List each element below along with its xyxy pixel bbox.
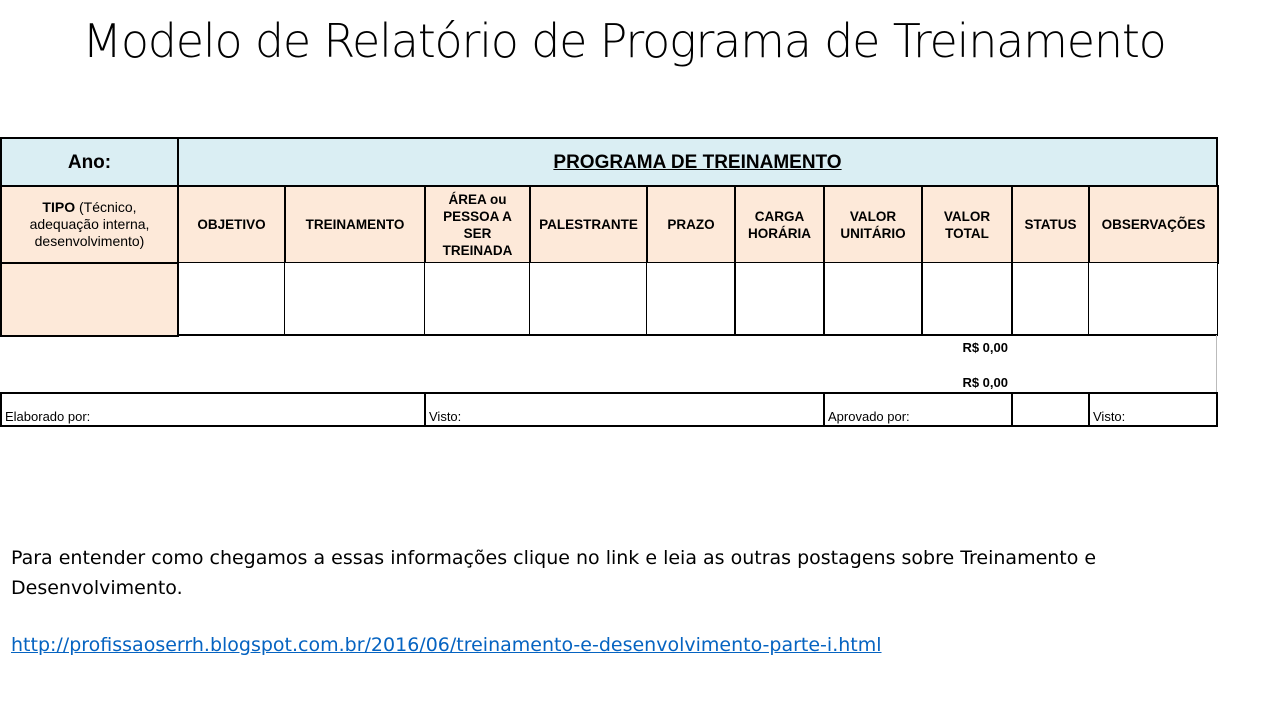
column-header-valor-total: VALOR TOTAL bbox=[921, 185, 1013, 264]
cell-treinamento[interactable] bbox=[284, 262, 425, 336]
cell-status[interactable] bbox=[1011, 262, 1089, 336]
visto-field-1[interactable]: Visto: bbox=[424, 392, 825, 427]
ano-label: Ano: bbox=[0, 137, 179, 187]
cell-carga-horaria[interactable] bbox=[734, 262, 824, 336]
aprovado-por-field[interactable]: Aprovado por: bbox=[823, 392, 1013, 427]
column-header-prazo: PRAZO bbox=[646, 185, 736, 264]
description-text: Para entender como chegamos a essas informações clique no link e leia as outras postagens sobre Treinamento e Desenvolvimento. bbox=[11, 547, 1097, 599]
blank-footer-field[interactable] bbox=[1011, 392, 1090, 427]
cell-valor-unitario[interactable] bbox=[823, 262, 922, 336]
column-header-carga-horaria: CARGA HORÁRIA bbox=[734, 185, 825, 264]
tipo-header bbox=[0, 185, 179, 264]
elaborado-por-field[interactable]: Elaborado por: bbox=[0, 392, 426, 427]
cell-prazo[interactable] bbox=[646, 262, 735, 336]
program-title: PROGRAMA DE TREINAMENTO bbox=[177, 137, 1218, 187]
column-header-objetivo: OBJETIVO bbox=[177, 185, 286, 264]
cell-area-pessoa[interactable] bbox=[424, 262, 530, 336]
valor-total-sum: R$ 0,00 bbox=[962, 375, 1008, 390]
column-header-valor-unitario: VALOR UNITÁRIO bbox=[823, 185, 923, 264]
column-header-treinamento: TREINAMENTO bbox=[284, 185, 426, 264]
cell-valor-total[interactable] bbox=[921, 262, 1012, 336]
valor-unitario-total: R$ 0,00 bbox=[962, 340, 1008, 355]
tipo-bold: TIPO bbox=[42, 199, 76, 215]
cell-objetivo[interactable] bbox=[177, 262, 285, 336]
tipo-cell[interactable] bbox=[0, 262, 179, 337]
right-edge-line bbox=[1216, 335, 1217, 393]
column-header-palestrante: PALESTRANTE bbox=[529, 185, 648, 264]
column-header-observacoes: OBSERVAÇÕES bbox=[1088, 185, 1219, 264]
cell-observacoes[interactable] bbox=[1088, 262, 1218, 336]
page-title: Modelo de Relatório de Programa de Treinamento bbox=[82, 14, 1166, 68]
cell-palestrante[interactable] bbox=[529, 262, 647, 336]
visto-field-2[interactable]: Visto: bbox=[1088, 392, 1218, 427]
column-header-area-pessoa: ÁREA ou PESSOA A SER TREINADA bbox=[424, 185, 531, 264]
tipo-description: (Técnico, adequação interna, desenvolvimento) bbox=[29, 199, 150, 249]
column-header-status: STATUS bbox=[1011, 185, 1090, 264]
blog-link[interactable]: http://profissaoserrh.blogspot.com.br/2016/06/treinamento-e-desenvolvimento-parte-i.html bbox=[11, 634, 882, 656]
